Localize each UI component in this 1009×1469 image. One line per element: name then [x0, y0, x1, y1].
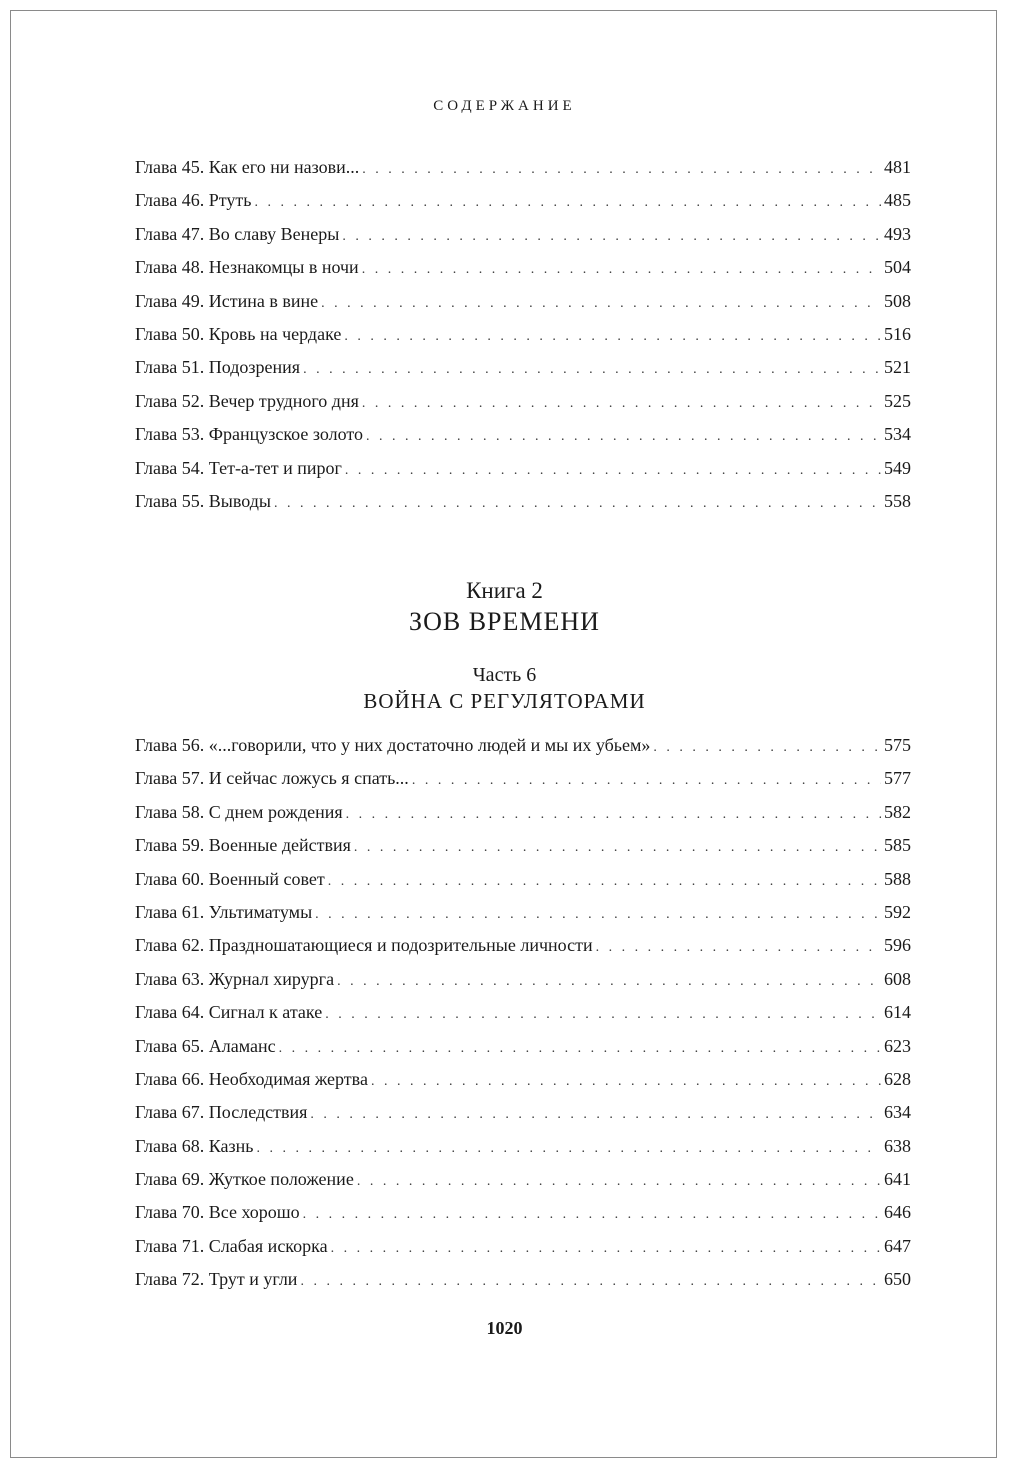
- toc-entry: [135, 151, 911, 184]
- toc-entry-title: Глава 48. Незнакомцы в ночи: [135, 257, 359, 278]
- dot-leader: [354, 831, 881, 864]
- book-title: ЗОВ ВРЕМЕНИ: [409, 607, 600, 636]
- dot-leader: [342, 220, 881, 253]
- toc-entry-title: Глава 71. Слабая искорка: [135, 1235, 328, 1256]
- dot-leader: [257, 1132, 882, 1165]
- dot-leader: [303, 1198, 881, 1231]
- toc-entry: [135, 418, 911, 451]
- toc-entry-page: 577: [884, 768, 911, 789]
- dot-leader: [362, 153, 881, 186]
- toc-entry-page: 508: [884, 290, 911, 311]
- toc-entry-title: Глава 54. Тет-а-тет и пирог: [135, 457, 342, 478]
- toc-entry: [135, 929, 911, 962]
- toc-entry: [135, 485, 911, 518]
- toc-entry: [135, 218, 911, 251]
- toc-entry-title: Глава 72. Трут и угли: [135, 1269, 298, 1290]
- toc-entry-title: Глава 66. Необходимая жертва: [135, 1068, 368, 1089]
- toc-entry-page: 623: [884, 1035, 911, 1056]
- dot-leader: [300, 1265, 881, 1298]
- toc-entry: [135, 863, 911, 896]
- toc-list-part-b: [135, 729, 911, 1297]
- toc-entry: [135, 285, 911, 318]
- toc-entry-page: 549: [884, 457, 911, 478]
- dot-leader: [362, 253, 881, 286]
- dot-leader: [371, 1065, 881, 1098]
- toc-entry-title: Глава 60. Военный совет: [135, 868, 325, 889]
- toc-entry: [135, 1030, 911, 1063]
- toc-entry-title: Глава 46. Ртуть: [135, 190, 252, 211]
- toc-entry-title: Глава 67. Последствия: [135, 1102, 308, 1123]
- dot-leader: [310, 1098, 881, 1131]
- toc-entry: [135, 1096, 911, 1129]
- toc-entry-title: Глава 49. Истина в вине: [135, 290, 319, 311]
- toc-entry-page: 534: [884, 424, 911, 445]
- toc-entry: [135, 1063, 911, 1096]
- toc-entry-page: 647: [884, 1235, 911, 1256]
- toc-entry-title: Глава 47. Во славу Венеры: [135, 223, 340, 244]
- toc-entry: [135, 1263, 911, 1296]
- toc-entry-page: 585: [884, 835, 911, 856]
- dot-leader: [279, 1032, 881, 1065]
- toc-entry-title: Глава 61. Ультиматумы: [135, 901, 313, 922]
- toc-entry-page: 521: [884, 357, 911, 378]
- dot-leader: [303, 353, 881, 386]
- dot-leader: [325, 998, 881, 1031]
- toc-entry-page: 504: [884, 257, 911, 278]
- toc-entry-title: Глава 53. Французское золото: [135, 424, 364, 445]
- dot-leader: [596, 931, 881, 964]
- toc-entry-title: Глава 62. Праздношатающиеся и подозрительные личности: [135, 935, 593, 956]
- toc-entry-page: 493: [884, 223, 911, 244]
- toc-entry-title: Глава 50. Кровь на чердаке: [135, 323, 342, 344]
- toc-entry-title: Глава 63. Журнал хирурга: [135, 968, 335, 989]
- dot-leader: [412, 764, 881, 797]
- toc-entry-title: Глава 69. Жуткое положение: [135, 1169, 354, 1190]
- toc-entry-page: 596: [884, 935, 911, 956]
- toc-entry: [135, 762, 911, 795]
- toc-entry: [135, 318, 911, 351]
- toc-entry: [135, 1196, 911, 1229]
- toc-entry-page: 516: [884, 323, 911, 344]
- toc-entry-page: 575: [884, 735, 911, 755]
- toc-entry-page: 641: [884, 1169, 911, 1190]
- toc-entry-page: 646: [884, 1202, 911, 1223]
- toc-list-part-a: [135, 151, 911, 518]
- dot-leader: [331, 1232, 881, 1265]
- toc-entry: [135, 452, 911, 485]
- toc-entry-page: 485: [884, 190, 911, 211]
- part-title: ВОЙНА С РЕГУЛЯТОРАМИ: [363, 689, 646, 713]
- toc-entry: [135, 896, 911, 929]
- toc-entry-page: 525: [884, 390, 911, 411]
- dot-leader: [346, 798, 881, 831]
- dot-leader: [328, 865, 881, 898]
- toc-entry-page: 638: [884, 1135, 911, 1156]
- toc-entry: [135, 251, 911, 284]
- toc-entry: [135, 351, 911, 384]
- toc-entry-title: Глава 45. Как его ни назови...: [135, 157, 360, 177]
- dot-leader: [315, 898, 881, 931]
- toc-entry-page: 628: [884, 1068, 911, 1089]
- dot-leader: [357, 1165, 881, 1198]
- running-head: СОДЕРЖАНИЕ: [433, 98, 576, 114]
- toc-entry: [135, 796, 911, 829]
- toc-entry-title: Глава 68. Казнь: [135, 1135, 254, 1156]
- toc-entry-page: 650: [884, 1269, 911, 1290]
- toc-entry-page: 592: [884, 901, 911, 922]
- toc-entry-page: 582: [884, 801, 911, 822]
- toc-entry: [135, 385, 911, 418]
- toc-entry-title: Глава 58. С днем рождения: [135, 801, 343, 822]
- part-label: Часть 6: [472, 664, 537, 686]
- dot-leader: [344, 320, 881, 353]
- toc-entry: [135, 729, 911, 762]
- dot-leader: [321, 287, 881, 320]
- page-number: 1020: [486, 1318, 523, 1338]
- dot-leader: [366, 420, 881, 453]
- toc-entry-page: 558: [884, 490, 911, 511]
- toc-entry-title: Глава 65. Аламанс: [135, 1035, 276, 1056]
- toc-entry-page: 481: [884, 157, 911, 177]
- dot-leader: [653, 731, 881, 764]
- dot-leader: [337, 965, 881, 998]
- toc-entry: [135, 963, 911, 996]
- toc-entry-title: Глава 64. Сигнал к атаке: [135, 1002, 323, 1023]
- toc-entry-title: Глава 55. Выводы: [135, 490, 271, 511]
- toc-entry-title: Глава 56. «...говорили, что у них достаточно людей и мы их убьем»: [135, 735, 651, 755]
- toc-entry: [135, 1230, 911, 1263]
- toc-entry-title: Глава 51. Подозрения: [135, 357, 301, 378]
- toc-entry: [135, 1130, 911, 1163]
- toc-entry-page: 608: [884, 968, 911, 989]
- toc-entry-title: Глава 57. И сейчас ложусь я спать...: [135, 768, 409, 789]
- dot-leader: [362, 387, 881, 420]
- toc-entry-page: 614: [884, 1002, 911, 1023]
- toc-entry-title: Глава 70. Все хорошо: [135, 1202, 300, 1223]
- toc-entry-page: 588: [884, 868, 911, 889]
- dot-leader: [255, 186, 882, 219]
- toc-entry-title: Глава 52. Вечер трудного дня: [135, 390, 359, 411]
- book-label: Книга 2: [466, 578, 543, 603]
- toc-entry: [135, 184, 911, 217]
- dot-leader: [345, 454, 881, 487]
- toc-entry-page: 634: [884, 1102, 911, 1123]
- toc-entry: [135, 1163, 911, 1196]
- toc-entry: [135, 829, 911, 862]
- dot-leader: [274, 487, 881, 520]
- toc-entry-title: Глава 59. Военные действия: [135, 835, 351, 856]
- toc-entry: [135, 996, 911, 1029]
